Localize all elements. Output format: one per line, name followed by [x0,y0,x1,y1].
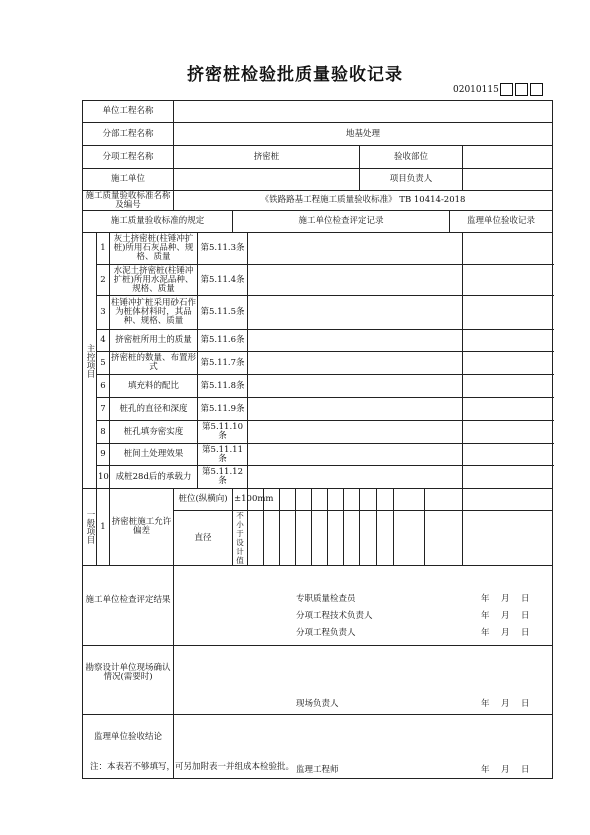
date-day: 日 [521,765,530,775]
item-text: 桩间土处理效果 [110,444,198,466]
item-text: 桩孔的直径和深度 [110,398,198,421]
check-record-field[interactable] [248,466,463,489]
measure-cell[interactable] [248,511,264,566]
division-field[interactable]: 地基处理 [174,123,553,146]
measure-cell[interactable] [312,489,328,511]
page-title: 挤密桩检验批质量验收记录 [187,65,403,85]
signer-label: 监理工程师 [296,765,339,775]
item-number: 6 [97,375,110,398]
item-clause: 第5.11.4条 [198,265,248,296]
measure-cell[interactable] [328,511,344,566]
supervision-record-field[interactable] [463,330,553,352]
construction-unit-label: 施工单位 [83,169,174,191]
item-number: 10 [97,466,110,489]
date-month: 月 [501,765,510,775]
date-year: 年 [481,765,490,775]
code-box[interactable] [500,83,513,96]
signer-label: 分项工程负责人 [296,628,356,638]
check-record-field[interactable] [248,444,463,466]
item-clause: 第5.11.3条 [198,233,248,265]
spec-column-header: 施工质量验收标准的规定 [83,211,233,233]
measure-cell[interactable] [360,489,377,511]
measure-cell[interactable] [394,511,425,566]
measure-cell[interactable] [312,511,328,566]
acceptance-part-label: 验收部位 [360,146,463,169]
measure-cell[interactable] [377,489,394,511]
deviation-item: 桩位(纵横向) [174,489,233,511]
standard-field[interactable]: 《铁路路基工程施工质量验收标准》 TB 10414-2018 [174,191,553,211]
measure-cell[interactable] [280,489,296,511]
item-clause: 第5.11.8条 [198,375,248,398]
unit-project-label: 单位工程名称 [83,101,174,123]
date-month: 月 [501,594,510,604]
measure-cell[interactable] [394,489,425,511]
measure-cell[interactable] [280,511,296,566]
deviation-value: 不小于设计值 [233,511,248,566]
form-code: 02010115 [453,85,499,95]
measure-cell[interactable] [344,511,360,566]
supervision-record-field[interactable] [463,421,553,444]
item-number: 1 [97,233,110,265]
construction-unit-field[interactable] [174,169,360,191]
measure-cell[interactable] [377,511,394,566]
supervision-record-field[interactable] [463,265,553,296]
date-month: 月 [501,611,510,621]
item-number: 3 [97,296,110,330]
inspection-form [82,100,553,779]
signer-label: 现场负责人 [296,699,339,709]
check-record-field[interactable] [248,421,463,444]
measure-cell[interactable] [425,511,463,566]
date-day: 日 [521,628,530,638]
item-text: 水泥土挤密桩(柱锤冲扩桩)所用水泥品种、规格、质量 [110,265,198,296]
item-text: 挤密桩施工允许偏差 [110,489,174,566]
item-text: 桩孔填夯密实度 [110,421,198,444]
main-items-label: 主控项目 [83,233,97,489]
check-record-field[interactable] [248,265,463,296]
measure-cell[interactable] [344,489,360,511]
item-number: 8 [97,421,110,444]
item-number: 4 [97,330,110,352]
item-number: 1 [97,489,110,566]
item-clause: 第5.11.12条 [198,466,248,489]
unit-project-field[interactable] [174,101,553,123]
check-column-header: 施工单位检查评定记录 [233,211,450,233]
code-box[interactable] [530,83,543,96]
supervision-record-field[interactable] [463,511,553,566]
supervision-record-field[interactable] [463,296,553,330]
item-clause: 第5.11.11条 [198,444,248,466]
project-manager-label: 项目负责人 [360,169,463,191]
item-text: 挤密桩的数量、布置形式 [110,352,198,375]
item-clause: 第5.11.6条 [198,330,248,352]
check-record-field[interactable] [248,375,463,398]
date-month: 月 [501,699,510,709]
footnote: 注：本表若不够填写，可另加附表一并组成本检验批。 [90,762,295,772]
general-items-label: 一般项目 [83,489,97,566]
supervision-record-field[interactable] [463,466,553,489]
item-number: 9 [97,444,110,466]
item-number: 2 [97,265,110,296]
measure-cell[interactable] [425,489,463,511]
date-year: 年 [481,628,490,638]
item-text: 柱锤冲扩桩采用砂石作为桩体材料时，其品种、规格、质量 [110,296,198,330]
date-month: 月 [501,628,510,638]
subitem-field[interactable]: 挤密桩 [174,146,360,169]
supervision-column-header: 监理单位验收记录 [450,211,553,233]
deviation-value: ±100mm [233,489,248,511]
division-label: 分部工程名称 [83,123,174,146]
date-day: 日 [521,594,530,604]
item-clause: 第5.11.7条 [198,352,248,375]
signer-label: 专职质量检查员 [296,594,356,604]
measure-cell[interactable] [296,511,312,566]
date-day: 日 [521,699,530,709]
supervision-record-field[interactable] [463,444,553,466]
check-record-field[interactable] [248,233,463,265]
subitem-label: 分项工程名称 [83,146,174,169]
item-text: 填充料的配比 [110,375,198,398]
date-year: 年 [481,594,490,604]
signer-label: 分项工程技术负责人 [296,611,373,621]
design-confirm-field[interactable] [174,646,553,715]
check-record-field[interactable] [248,398,463,421]
supervision-record-field[interactable] [463,398,553,421]
supervision-conclusion-label: 监理单位验收结论 [83,715,174,779]
supervision-record-field[interactable] [463,352,553,375]
check-record-field[interactable] [248,352,463,375]
supervision-record-field[interactable] [463,375,553,398]
standard-label: 施工质量验收标准名称及编号 [83,191,174,211]
supervision-record-field[interactable] [463,489,553,511]
item-text: 成桩28d后的承载力 [110,466,198,489]
item-number: 5 [97,352,110,375]
construction-check-label: 施工单位检查评定结果 [83,566,174,646]
date-year: 年 [481,611,490,621]
supervision-record-field[interactable] [463,233,553,265]
item-clause: 第5.11.9条 [198,398,248,421]
check-record-field[interactable] [248,296,463,330]
check-record-field[interactable] [248,330,463,352]
measure-cell[interactable] [296,489,312,511]
item-clause: 第5.11.5条 [198,296,248,330]
item-clause: 第5.11.10条 [198,421,248,444]
item-number: 7 [97,398,110,421]
code-box[interactable] [515,83,528,96]
item-text: 灰土挤密桩(柱锤冲扩桩)所用石灰品种、规格、质量 [110,233,198,265]
project-manager-field[interactable] [463,169,553,191]
measure-cell[interactable] [360,511,377,566]
design-confirm-label: 勘察设计单位现场确认情况(需要时) [83,646,174,715]
construction-check-field[interactable] [174,566,553,646]
item-text: 挤密桩所用土的质量 [110,330,198,352]
measure-cell[interactable] [328,489,344,511]
acceptance-part-field[interactable] [463,146,553,169]
date-day: 日 [521,611,530,621]
deviation-item: 直径 [174,511,233,566]
date-year: 年 [481,699,490,709]
measure-cell[interactable] [264,511,280,566]
